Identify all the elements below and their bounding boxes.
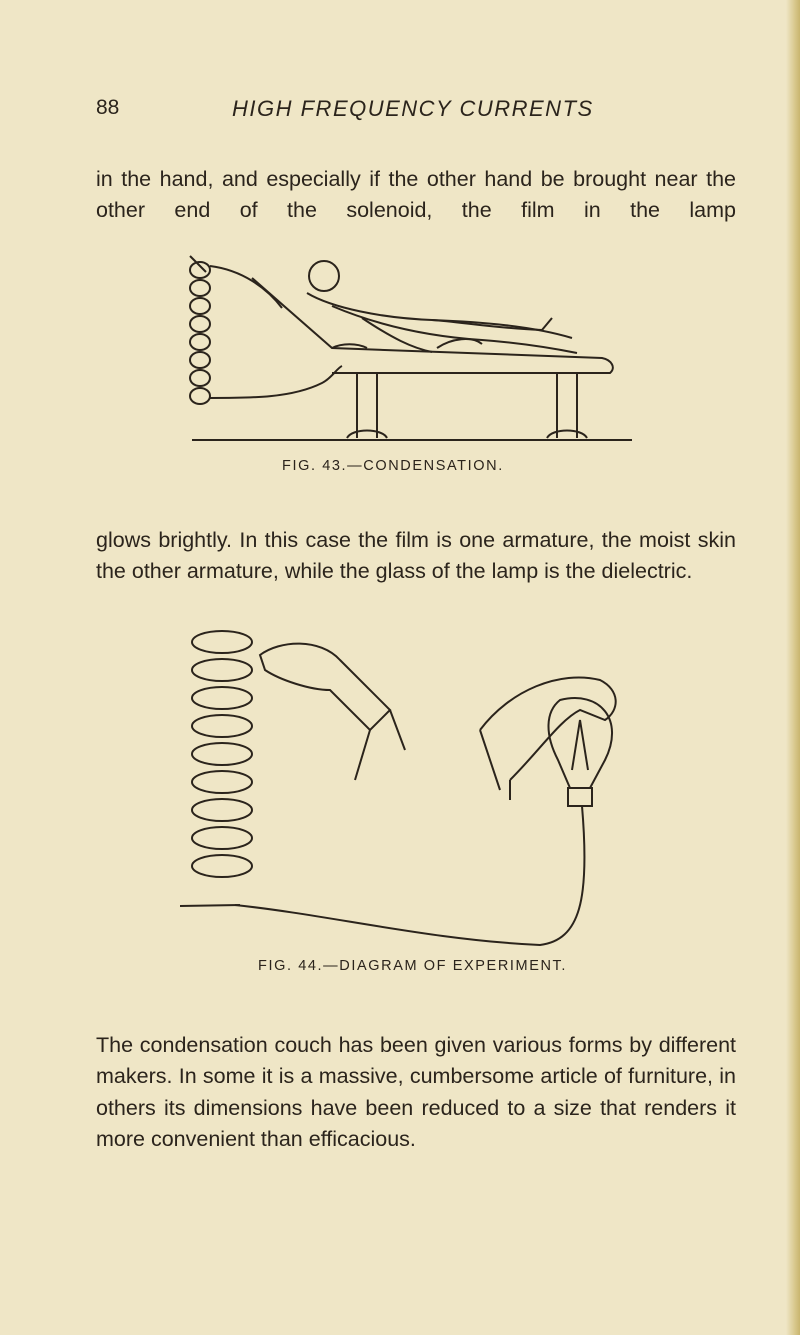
figure-condensation-couch <box>182 248 632 444</box>
page-edge <box>786 0 800 1335</box>
paragraph-3 <box>96 1030 736 1156</box>
page-number: 88 <box>96 96 120 119</box>
figure-experiment-diagram <box>180 620 640 950</box>
reclining-person-illustration <box>307 261 577 353</box>
figure-43-caption: FIG. 43.—CONDENSATION. <box>282 458 504 474</box>
right-hand-illustration <box>480 677 616 800</box>
paragraph-3-text: The condensation couch has been given various forms by different makers. In some it is a massive, cumbersome article of furniture, in others its dimensions have been reduced to a size that renders it more convenient than efficacious. <box>96 1032 736 1151</box>
solenoid-coil-illustration <box>190 256 210 404</box>
figure-44-caption: FIG. 44.—DIAGRAM OF EXPERIMENT. <box>258 958 568 974</box>
page-header <box>96 96 740 130</box>
running-title: HIGH FREQUENCY CURRENTS <box>232 96 594 121</box>
solenoid-coil-illustration <box>192 631 252 877</box>
left-hand-illustration <box>260 644 405 780</box>
paragraph-2: glows brightly. In this case the film is one armature, the moist skin the other armature, while the glass of the lamp is the dielectric. <box>96 527 736 583</box>
lamp-illustration <box>548 698 612 806</box>
paragraph-1: in the hand, and especially if the other hand be brought near the other end of the solenoid, the film in the lamp <box>96 166 736 222</box>
